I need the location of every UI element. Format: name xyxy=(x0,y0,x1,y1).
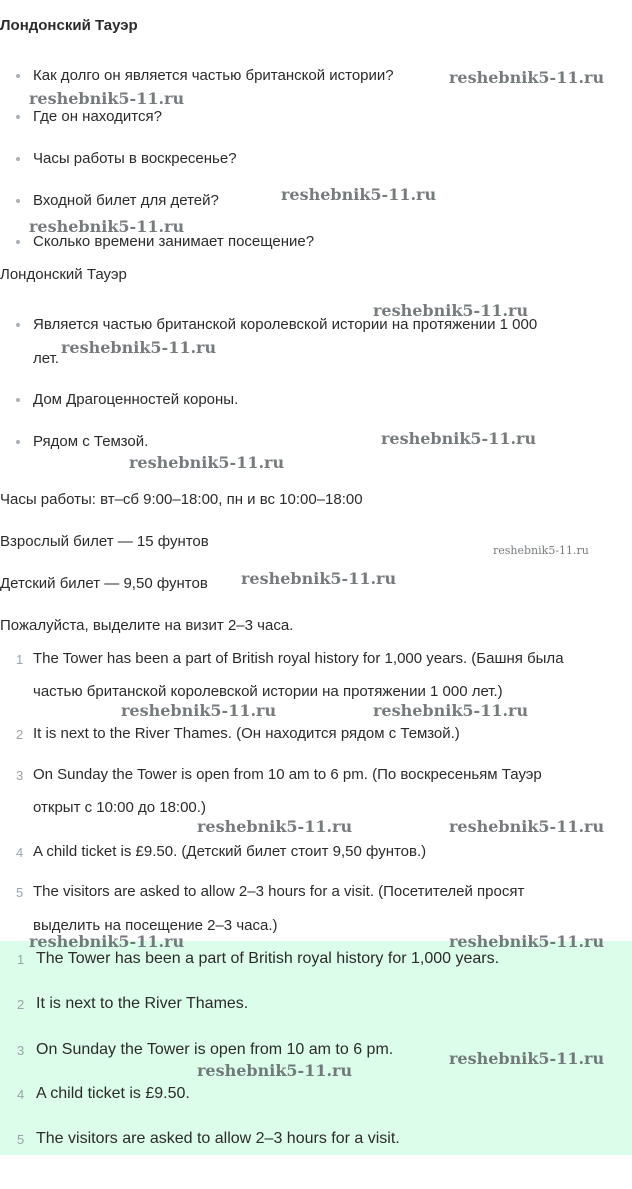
final-answers-box xyxy=(0,941,632,1155)
item-number: 2 xyxy=(16,727,24,742)
answer-line: A child ticket is £9.50. (Детский билет стоит 9,50 фунтов.) xyxy=(33,843,427,860)
info-adult-ticket: Взрослый билет — 15 фунтов xyxy=(0,533,209,550)
watermark: reshebnik5-11.ru xyxy=(241,569,397,588)
item-number: 2 xyxy=(17,997,25,1012)
final-answer-text: It is next to the River Thames. xyxy=(36,995,249,1012)
item-number: 4 xyxy=(16,845,24,860)
bullet-icon xyxy=(16,199,20,203)
watermark: reshebnik5-11.ru xyxy=(29,932,185,951)
final-answer-text: The visitors are asked to allow 2–3 hours for a visit. xyxy=(36,1130,400,1147)
item-number: 1 xyxy=(16,652,24,667)
watermark: reshebnik5-11.ru xyxy=(197,1061,353,1080)
final-answer-text: A child ticket is £9.50. xyxy=(36,1085,190,1102)
watermark: reshebnik5-11.ru xyxy=(493,544,589,557)
watermark: reshebnik5-11.ru xyxy=(381,429,537,448)
answer-line: On Sunday the Tower is open from 10 am to 6 pm. (По воскресеньям Тауэр xyxy=(33,766,542,783)
item-number: 1 xyxy=(17,952,25,967)
bullet-icon xyxy=(16,74,20,78)
answer-line: выделить на посещение 2–3 часа.) xyxy=(33,917,278,934)
bullet-icon xyxy=(16,398,20,402)
final-answer-text: The Tower has been a part of British royal history for 1,000 years. xyxy=(36,950,500,967)
watermark: reshebnik5-11.ru xyxy=(281,185,437,204)
watermark: reshebnik5-11.ru xyxy=(197,817,353,836)
answer-line: частью британской королевской истории на протяжении 1 000 лет.) xyxy=(33,683,503,700)
page-title: Лондонский Тауэр xyxy=(0,17,138,34)
watermark: reshebnik5-11.ru xyxy=(449,1049,605,1068)
watermark: reshebnik5-11.ru xyxy=(29,217,185,236)
info-hours: Часы работы: вт–сб 9:00–18:00, пн и вс 10:00–18:00 xyxy=(0,491,363,508)
final-answer-text: On Sunday the Tower is open from 10 am to 6 pm. xyxy=(36,1041,394,1058)
bullet-icon xyxy=(16,440,20,444)
item-number: 5 xyxy=(17,1132,25,1147)
item-number: 3 xyxy=(17,1043,25,1058)
section-heading: Лондонский Тауэр xyxy=(0,266,127,283)
watermark: reshebnik5-11.ru xyxy=(129,453,285,472)
watermark: reshebnik5-11.ru xyxy=(373,701,529,720)
bullet-icon xyxy=(16,240,20,244)
bullet-icon xyxy=(16,115,20,119)
answer-line: The Tower has been a part of British royal history for 1,000 years. (Башня была xyxy=(33,650,564,667)
item-number: 5 xyxy=(16,885,24,900)
answer-line: It is next to the River Thames. (Он находится рядом с Темзой.) xyxy=(33,725,460,742)
info-visit-duration: Пожалуйста, выделите на визит 2–3 часа. xyxy=(0,617,294,634)
watermark: reshebnik5-11.ru xyxy=(121,701,277,720)
watermark: reshebnik5-11.ru xyxy=(449,68,605,87)
item-number: 4 xyxy=(17,1087,25,1102)
watermark: reshebnik5-11.ru xyxy=(449,932,605,951)
answer-line: открыт с 10:00 до 18:00.) xyxy=(33,799,206,816)
watermark: reshebnik5-11.ru xyxy=(29,89,185,108)
list-item-continuation: лет. xyxy=(33,350,59,367)
watermark: reshebnik5-11.ru xyxy=(449,817,605,836)
bullet-icon xyxy=(16,323,20,327)
watermark: reshebnik5-11.ru xyxy=(373,301,529,320)
answer-line: The visitors are asked to allow 2–3 hours for a visit. (Посетителей просят xyxy=(33,883,525,900)
watermark: reshebnik5-11.ru xyxy=(61,338,217,357)
bullet-icon xyxy=(16,157,20,161)
info-child-ticket: Детский билет — 9,50 фунтов xyxy=(0,575,208,592)
item-number: 3 xyxy=(16,768,24,783)
